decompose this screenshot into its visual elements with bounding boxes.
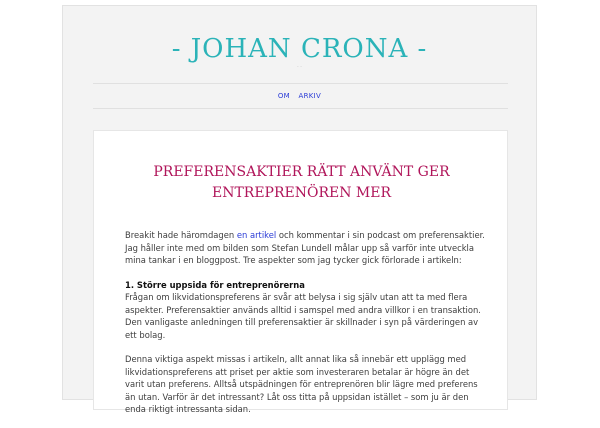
- post-title[interactable]: PREFERENSAKTIER RÄTT ANVÄNT GER ENTREPRENÖREN MER: [153, 164, 450, 201]
- nav-link-arkiv[interactable]: ARKIV: [298, 92, 322, 100]
- section-paragraph: Frågan om likvidationspreferens är svår att belysa i sig själv utan att ta med flera aspekter. Preferensaktier används alltid i samspel med andra villkor i en transaktion. Den vanligaste anledningen till preferensaktier är skillnader i syn på värderingen av ett bolag.: [125, 292, 481, 340]
- body-paragraph: Denna viktiga aspekt missas i artikeln, allt annat lika så innebär ett upplägg med likvidationspreferens att priset per aktie som investeraren betalar är högre än det varit utan preferens. Alltså utspädningen för entreprenören blir lägre med preferens än utan. Varför är det intressant? Låt oss titta på uppsidan istället – som ju är den enda riktigt intressanta sidan.: [125, 354, 478, 414]
- intro-text-end: och kommentar i sin podcast om preferensaktier. Jag håller inte med om bilden som Stefan Lundell målar upp så varför inte utveckla mina tankar i en bloggpost. Tre aspekter som jag tycker gick förlorade i artikeln:: [125, 230, 485, 265]
- site-tagline: · ·: [297, 64, 302, 70]
- post-content: [125, 229, 485, 428]
- article-link[interactable]: en artikel: [236, 230, 277, 240]
- blog-post: [93, 130, 508, 414]
- header-divider-bottom: [93, 108, 508, 109]
- site-title[interactable]: - JOHAN CRONA -: [171, 34, 428, 64]
- nav-link-om[interactable]: OM: [277, 92, 290, 100]
- intro-paragraph: [125, 229, 485, 267]
- page-container: [62, 5, 537, 414]
- main-navigation: [63, 92, 536, 100]
- section-heading: 1. Större uppsida för entreprenörerna: [125, 279, 305, 290]
- intro-text-start: Breakit hade häromdagen: [125, 230, 237, 240]
- header-divider-top: [93, 83, 508, 84]
